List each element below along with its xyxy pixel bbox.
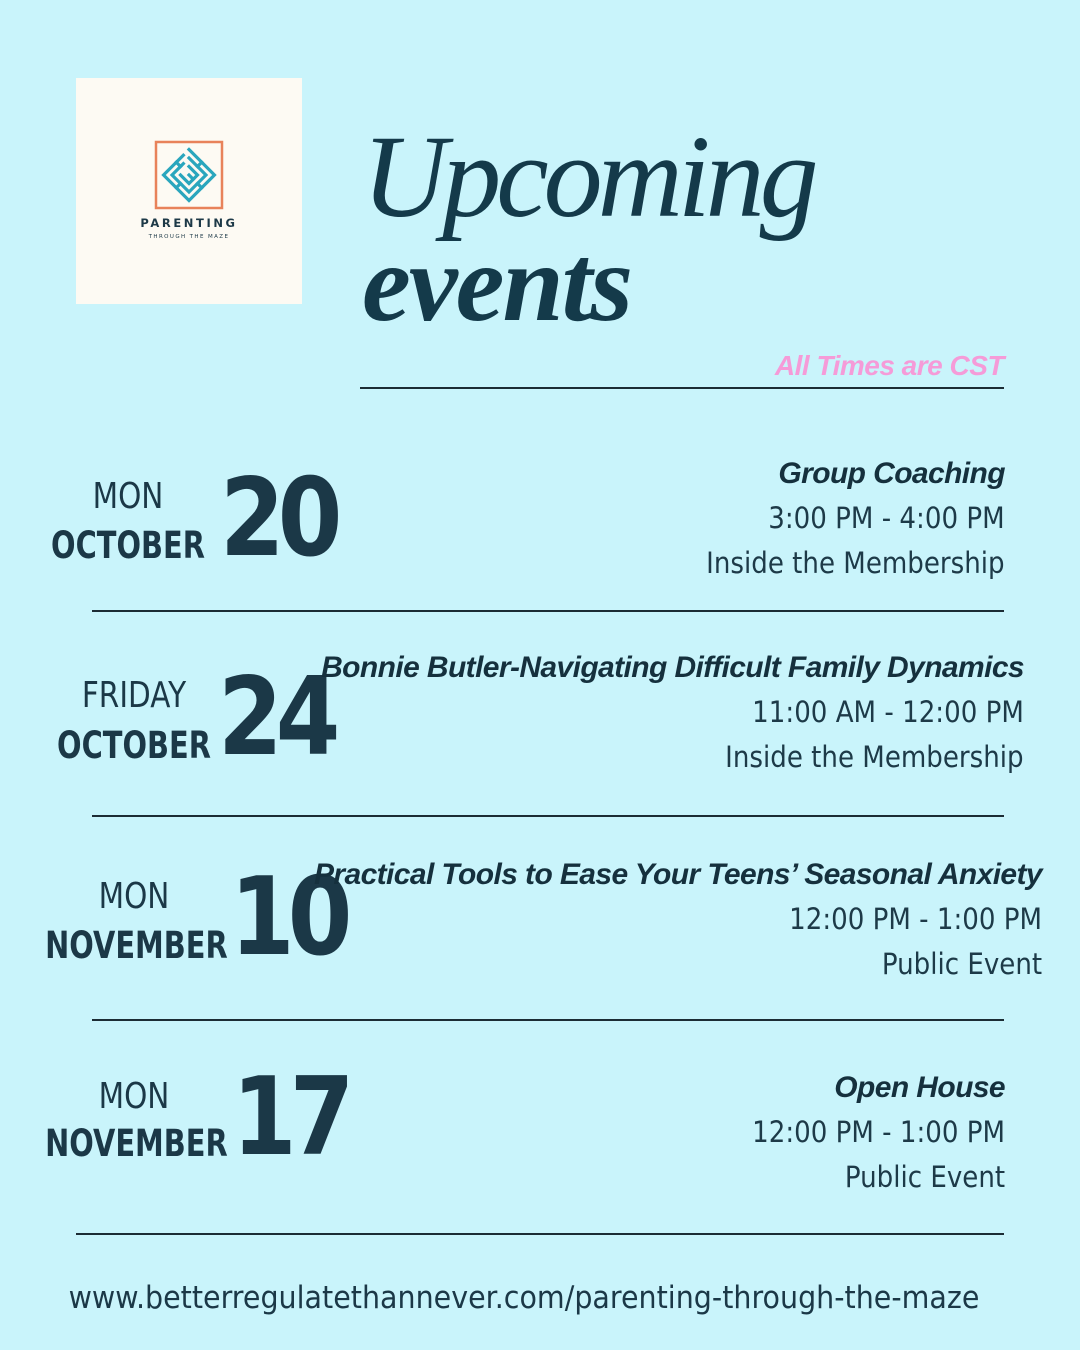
event-title: Open House — [834, 1071, 1005, 1104]
event-day: 24 — [218, 655, 334, 780]
website-link[interactable]: www.betterregulatethannever.com/parenting-through-the-maze — [68, 1280, 980, 1316]
event-location: Public Event — [844, 1160, 1005, 1194]
event-time: 12:00 PM - 1:00 PM — [752, 1115, 1005, 1149]
event-info — [314, 853, 1042, 987]
event-location: Public Event — [881, 947, 1042, 981]
footer-divider — [76, 1233, 1004, 1235]
event-location: Inside the Membership — [725, 740, 1024, 774]
event-divider — [92, 815, 1004, 817]
timezone-note: All Times are CST — [774, 350, 1004, 381]
event-location: Inside the Membership — [706, 546, 1005, 580]
event-day: 10 — [230, 855, 346, 980]
event-time: 11:00 AM - 12:00 PM — [752, 695, 1024, 729]
footer-url — [0, 1278, 1048, 1318]
event-divider — [92, 610, 1004, 612]
event-info — [321, 646, 1024, 780]
event-title: Practical Tools to Ease Your Teens’ Seasonal Anxiety — [314, 858, 1042, 891]
event-month: NOVEMBER — [45, 1122, 228, 1165]
event-weekday: FRIDAY — [81, 675, 187, 716]
event-divider — [92, 1019, 1004, 1021]
event-weekday: MON — [98, 1076, 170, 1117]
event-title: Group Coaching — [778, 457, 1005, 490]
header-divider — [360, 387, 1004, 389]
event-weekday: MON — [98, 876, 170, 917]
event-title: Bonnie Butler-Navigating Difficult Family Dynamics — [321, 651, 1024, 684]
event-weekday: MON — [92, 476, 164, 517]
page-title-line2: events — [362, 222, 632, 344]
event-info — [724, 1066, 1005, 1200]
page-title-line1: Upcoming — [362, 111, 814, 242]
event-time: 12:00 PM - 1:00 PM — [789, 902, 1042, 936]
brand-logo — [76, 78, 302, 304]
event-day: 20 — [220, 456, 336, 581]
maze-logo-icon — [154, 140, 224, 210]
event-info — [673, 452, 1005, 586]
event-month: OCTOBER — [57, 724, 211, 767]
brand-tagline: THROUGH THE MAZE — [148, 234, 230, 240]
event-day: 17 — [232, 1055, 348, 1180]
event-month: NOVEMBER — [45, 924, 228, 967]
event-month: OCTOBER — [51, 524, 205, 567]
brand-name: PARENTING — [140, 216, 238, 230]
event-time: 3:00 PM - 4:00 PM — [768, 501, 1005, 535]
